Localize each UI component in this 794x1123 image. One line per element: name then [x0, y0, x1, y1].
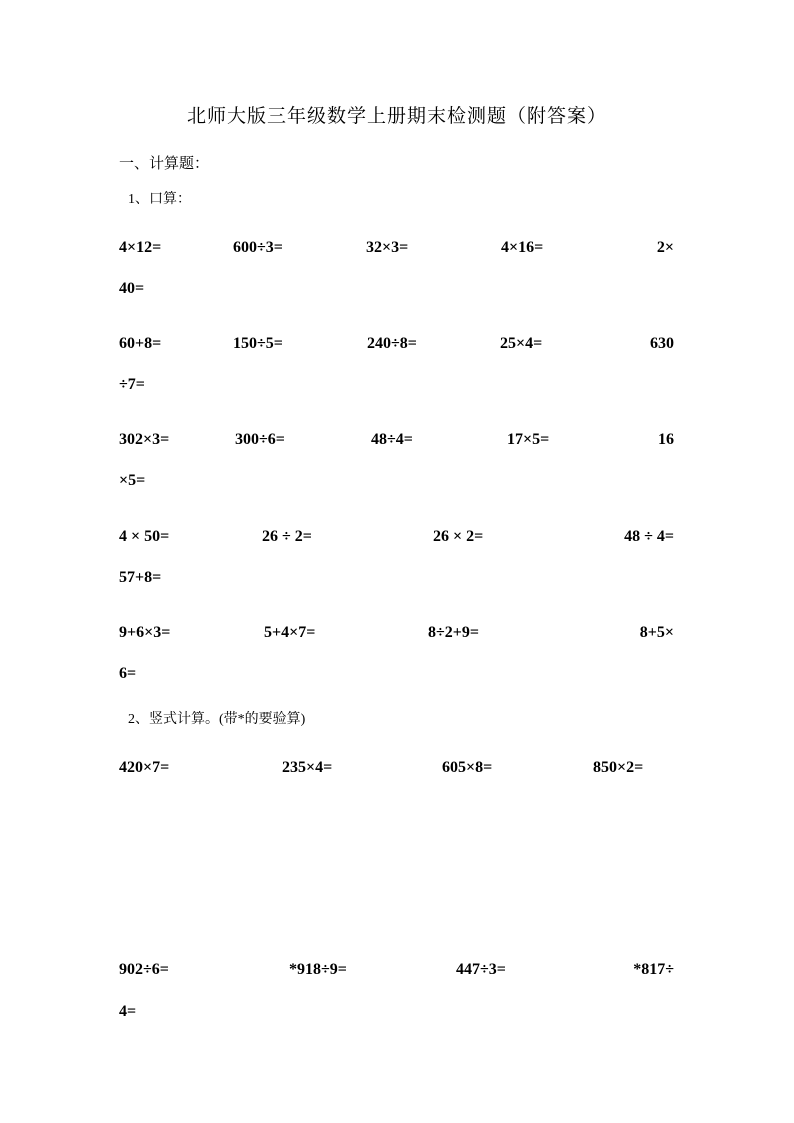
subsection-vertical-calculation: 2、竖式计算。(带*的要验算) [128, 712, 306, 727]
problem: 26 × 2= [433, 528, 484, 545]
vertical-row-2 [119, 958, 674, 982]
problem-continuation: 4= [119, 1003, 137, 1020]
problem: 420×7= [119, 759, 170, 776]
problem: 600÷3= [233, 239, 283, 256]
page-title: 北师大版三年级数学上册期末检测题（附答案） [186, 106, 607, 127]
problem: 4×12= [119, 239, 162, 256]
problem: 235×4= [282, 759, 333, 776]
problem: 302×3= [119, 431, 170, 448]
problem: 447÷3= [456, 961, 506, 978]
problem-continuation: 6= [119, 665, 137, 682]
problem: 9+6×3= [119, 624, 171, 641]
problem: 150÷5= [233, 335, 283, 352]
problem: 902÷6= [119, 961, 169, 978]
problem: 32×3= [366, 239, 409, 256]
problem-continuation: ÷7= [119, 376, 145, 393]
oral-row-2 [119, 332, 674, 356]
subsection-oral-calculation: 1、口算： [128, 192, 191, 207]
oral-row-5 [119, 621, 674, 645]
problem: *817÷ [633, 961, 674, 978]
problem: 605×8= [442, 759, 493, 776]
problem: 240÷8= [367, 335, 417, 352]
problem: 26 ÷ 2= [262, 528, 312, 545]
oral-row-4 [119, 525, 674, 549]
problem: 48 ÷ 4= [624, 528, 674, 545]
problem: 300÷6= [235, 431, 285, 448]
problem: 630 [650, 335, 674, 352]
problem-continuation: ×5= [119, 472, 146, 489]
problem: 8+5× [639, 624, 674, 641]
section-heading-calculation: 一、计算题： [119, 156, 210, 172]
problem: *918÷9= [289, 961, 347, 978]
problem: 8÷2+9= [428, 624, 480, 641]
problem-continuation: 57+8= [119, 569, 162, 586]
vertical-row-1 [119, 756, 674, 780]
oral-row-3 [119, 428, 674, 452]
problem: 850×2= [593, 759, 644, 776]
problem: 17×5= [507, 431, 550, 448]
problem: 48÷4= [371, 431, 413, 448]
problem: 4 × 50= [119, 528, 170, 545]
problem: 25×4= [500, 335, 543, 352]
problem: 4×16= [501, 239, 544, 256]
problem: 16 [658, 431, 674, 448]
problem-continuation: 40= [119, 280, 145, 297]
oral-row-1 [119, 236, 674, 260]
problem: 60+8= [119, 335, 162, 352]
problem: 2× [656, 239, 674, 256]
problem: 5+4×7= [264, 624, 316, 641]
